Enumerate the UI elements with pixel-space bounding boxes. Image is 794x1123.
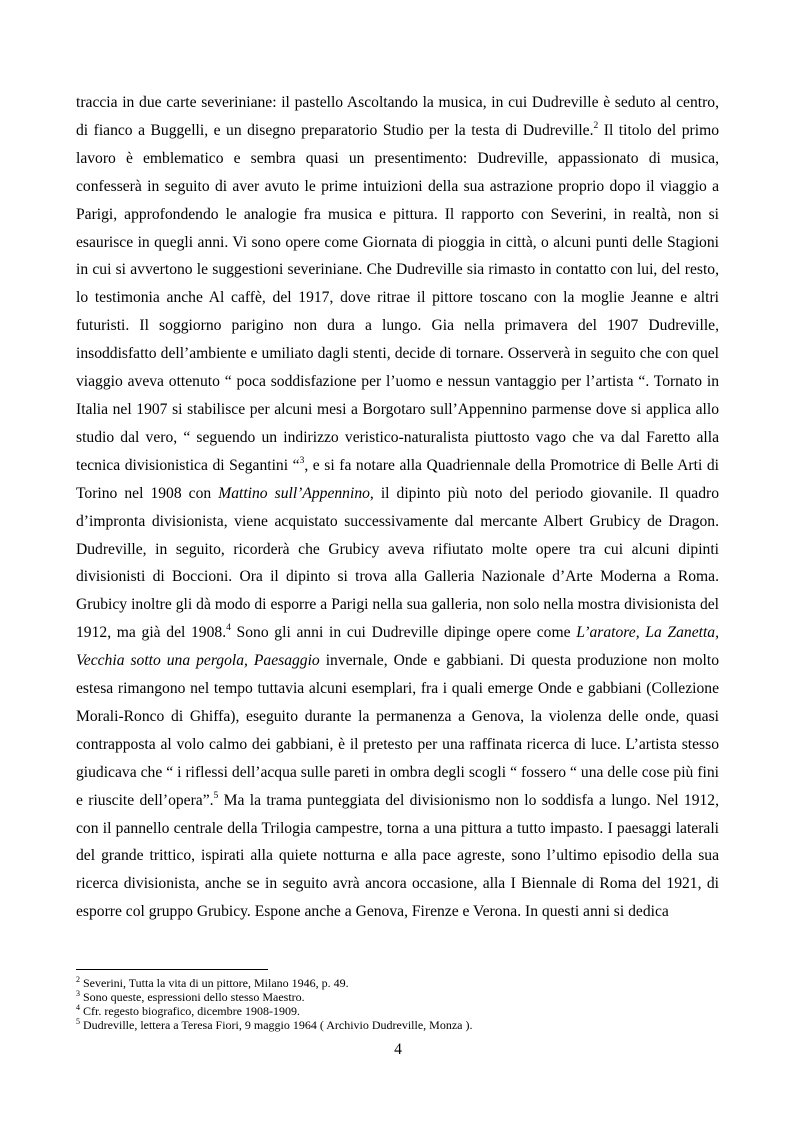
main-paragraph bbox=[76, 89, 719, 926]
footnote-reference[interactable]: 4 bbox=[226, 623, 231, 634]
paragraph-text: Ma la trama punteggiata del divisionismo non lo soddisfa a lungo. Nel 1912, con il pannello centrale della Trilogia campestre, torna a una pittura a tutto impasto. I paesaggi laterali del grande trittico, ispirati alla quiete notturna e alla pace agreste, sono l’ultimo episodio della sua ricerca divisionista, anche se in seguito avrà ancora occasione, alla I Biennale di Roma del 1921, di esporre col gruppo Grubicy. Espone anche a Genova, Firenze e Verona. In questi anni si dedica bbox=[76, 791, 719, 921]
footnote-text: Cfr. regesto biografico, dicembre 1908-1909. bbox=[80, 1003, 300, 1018]
paragraph-text: Sono gli anni in cui Dudreville dipinge opere come bbox=[230, 624, 577, 642]
paragraph-text: traccia in due carte severiniane: il pastello Ascoltando la musica, in cui Dudreville è seduto al centro, di fianco a Buggelli, e un disegno preparatorio Studio per la testa di Dudreville. bbox=[76, 94, 719, 139]
artwork-titles: L’aratore, La Zanetta, Vecchia sotto una pergola, Paesaggio bbox=[76, 624, 719, 670]
footnote-reference[interactable]: 2 bbox=[593, 120, 599, 131]
footnote-text: Severini, Tutta la vita di un pittore, Milano 1946, p. 49. bbox=[80, 976, 349, 990]
paragraph-text: invernale, Onde e gabbiani. Di questa produzione non molto estesa rimangono nel tempo tuttavia alcuni esemplari, fra i quali emerge Onde e gabbiani (Collezione Morali-Ronco di Ghiffa), eseguito durante la permanenza a Genova, la violenza delle onde, quasi contrapposta al volo calmo dei gabbiani, è il pretesto per una raffinata ricerca di luce. L’artista stesso giudicava che “ i riflessi dell’acqua sulle pareti in ombra degli scogli “ fossero “ una delle cose più fini e riuscite dell’opera”. bbox=[76, 652, 719, 809]
footnote bbox=[76, 977, 719, 991]
footnote-text: Sono queste, espressioni dello stesso Maestro. bbox=[80, 989, 305, 1004]
paragraph-text: , il dipinto più noto del periodo giovanile. Il quadro d’impronta divisionista, viene acquistato successivamente dal mercante Albert Grubicy de Dragon. Dudreville, in seguito, ricorderà che Grubicy aveva rifiutato molte opere tra cui alcuni dipinti divisionisti di Boccioni. Ora il dipinto si trova alla Galleria Nazionale d’Arte Moderna a Roma. Grubicy inoltre gli dà modo di esporre a Parigi nella sua galleria, non solo nella mostra divisionista del 1912, ma già del 1908. bbox=[76, 484, 720, 642]
footnote-separator bbox=[76, 969, 268, 970]
page-number: 4 bbox=[394, 1041, 402, 1058]
footnote-reference[interactable]: 5 bbox=[213, 790, 219, 801]
footnote-text: Dudreville, lettera a Teresa Fiori, 9 maggio 1964 ( Archivio Dudreville, Monza ). bbox=[80, 1017, 473, 1032]
footnote bbox=[76, 1002, 719, 1019]
footnotes bbox=[76, 977, 719, 1033]
footnote-number: 3 bbox=[76, 988, 80, 998]
paragraph-text: Il titolo del primo lavoro è emblematico e sembra quasi un presentimento: Dudreville, appassionato di musica, confesserà in seguito di aver avuto le prime intuizioni della sua astrazione proprio dopo il viaggio a Parigi, approfondendo le analogie fra musica e pittura. Il rapporto con Severini, in realtà, non si esaurisce in quegli anni. Vi sono opere come Giornata di pioggia in città, o alcuni punti delle Stagioni in cui si avvertono le suggestioni severiniane. Che Dudreville sia rimasto in contatto con lui, del resto, lo testimonia anche Al caffè, del 1917, dove ritrae il pittore toscano con la moglie Jeanne e altri futuristi. Il soggiorno parigino non dura a lungo. Gia nella primavera del 1907 Dudreville, insoddisfatto dell’ambiente e umiliato dagli stenti, decide di tornare. Osserverà in seguito che con quel viaggio aveva ottenuto “ poca soddisfazione per l’uomo e nessun vantaggio per l’artista “. Tornato in Italia nel 1907 si stabilisce per alcuni mesi a Borgotaro sull’Appennino parmense dove si applica allo studio dal vero, “ seguendo un indirizzo veristico-naturalista piuttosto vago che va dal Faretto alla tecnica divisionistica di Segantini “ bbox=[76, 121, 720, 474]
footnote-number: 2 bbox=[76, 975, 80, 984]
footnote-number: 5 bbox=[76, 1016, 80, 1026]
footnote bbox=[76, 988, 719, 1005]
footnote-reference[interactable]: 3 bbox=[299, 455, 305, 466]
footnote bbox=[76, 1016, 719, 1033]
body-text bbox=[76, 89, 719, 926]
footnote-number: 4 bbox=[76, 1002, 80, 1012]
paragraph-text: , e si fa notare alla Quadriennale della Promotrice di Belle Arti di Torino nel 1908 con bbox=[76, 456, 719, 502]
artwork-title: Mattino sull’Appennino bbox=[218, 484, 370, 502]
